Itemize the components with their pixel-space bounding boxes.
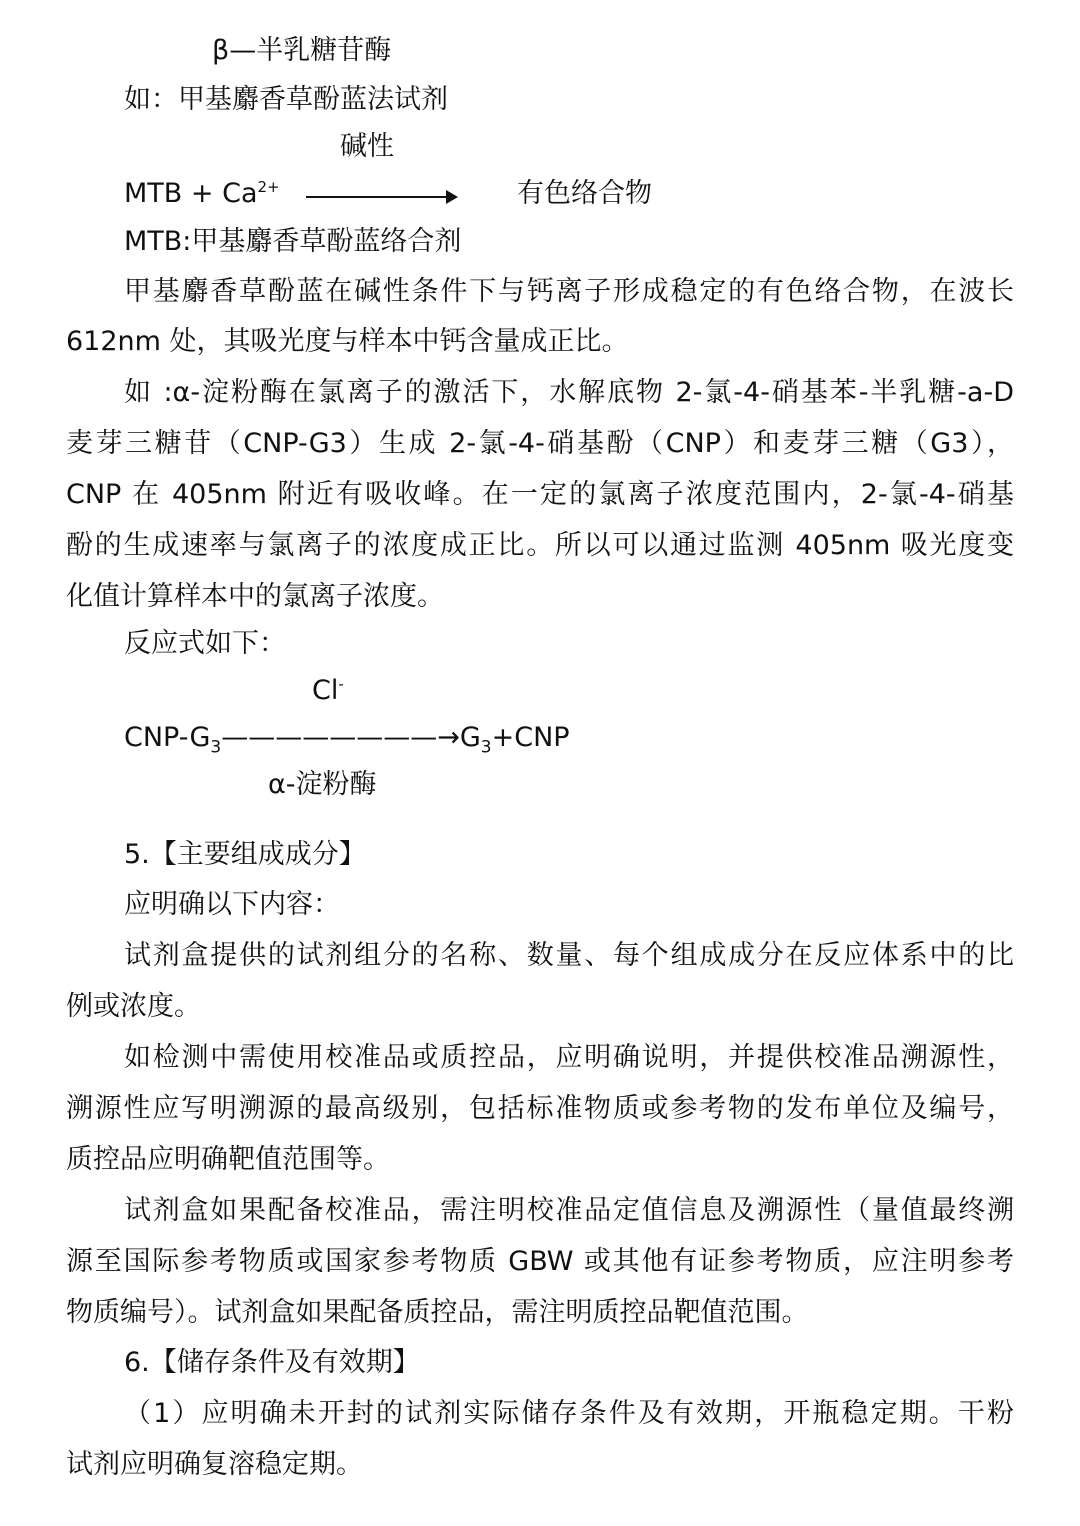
text-line: 源至国际参考物质或国家参考物质 GBW 或其他有证参考物质，应注明参考 — [66, 1246, 1014, 1277]
text-line: 试剂应明确复溶稳定期。 — [66, 1449, 363, 1480]
equation-enzyme: α-淀粉酶 — [268, 769, 377, 800]
section-5-intro: 应明确以下内容： — [124, 889, 340, 920]
equation-condition: 碱性 — [340, 131, 394, 162]
equation-product: 有色络合物 — [517, 178, 652, 209]
mtb-definition: MTB:甲基麝香草酚蓝络合剂 — [124, 226, 462, 257]
text-line: 试剂盒如果配备校准品，需注明校准品定值信息及溯源性（量值最终溯 — [124, 1195, 1014, 1226]
text-line: （1）应明确未开封的试剂实际储存条件及有效期，开瓶稳定期。干粉 — [124, 1398, 1014, 1429]
section-6-heading: 6.【储存条件及有效期】 — [124, 1347, 420, 1378]
reaction-heading: 反应式如下： — [124, 628, 286, 659]
equation-reactant-text: MTB + Ca — [124, 178, 258, 209]
equation-charge: 2+ — [257, 178, 280, 196]
text-line: 例或浓度。 — [66, 991, 201, 1022]
text-line: 甲基麝香草酚蓝在碱性条件下与钙离子形成稳定的有色络合物，在波长 — [124, 276, 1014, 307]
text-line: 612nm 处，其吸光度与样本中钙含量成正比。 — [66, 326, 629, 357]
equation-product-sub: 3 — [480, 737, 492, 758]
equation-product-rest: +CNP — [491, 722, 570, 753]
text-line: 溯源性应写明溯源的最高级别，包括标准物质或参考物的发布单位及编号， — [66, 1093, 1014, 1124]
equation-main-line — [124, 720, 570, 756]
equation-activator-charge: - — [338, 675, 344, 693]
equation-product-g: G — [459, 722, 481, 753]
text-line: 试剂盒提供的试剂组分的名称、数量、每个组成成分在反应体系中的比 — [124, 940, 1014, 971]
equation-substrate: CNP-G — [124, 722, 211, 753]
text-line: 如检测中需使用校准品或质控品，应明确说明，并提供校准品溯源性， — [124, 1042, 1014, 1073]
text-line: 质控品应明确靶值范围等。 — [66, 1144, 390, 1175]
equation-activator-text: Cl — [312, 675, 339, 706]
text-line: 化值计算样本中的氯离子浓度。 — [66, 581, 444, 612]
equation-substrate-sub: 3 — [210, 737, 222, 758]
text-line: 麦芽三糖苷（CNP-G3）生成 2-氯-4-硝基酚（CNP）和麦芽三糖（G3）， — [66, 428, 1014, 459]
text-line: 如 :α-淀粉酶在氯离子的激活下，水解底物 2-氯-4-硝基苯-半乳糖-a-D — [124, 377, 1014, 408]
text-line: 物质编号）。试剂盒如果配备质控品，需注明质控品靶值范围。 — [66, 1297, 809, 1328]
text-line: CNP 在 405nm 附近有吸收峰。在一定的氯离子浓度范围内，2-氯-4-硝基 — [66, 479, 1014, 510]
reaction-arrow-icon — [306, 196, 456, 198]
equation-arrow: ————————→ — [221, 722, 460, 753]
equation-activator — [312, 673, 344, 709]
example-reagent-line: 如：甲基麝香草酚蓝法试剂 — [124, 84, 448, 115]
enzyme-name-line: β—半乳糖苷酶 — [212, 35, 392, 66]
section-5-heading: 5.【主要组成成分】 — [124, 839, 366, 870]
equation-reactants — [124, 176, 280, 212]
text-line: 酚的生成速率与氯离子的浓度成正比。所以可以通过监测 405nm 吸光度变 — [66, 530, 1014, 561]
